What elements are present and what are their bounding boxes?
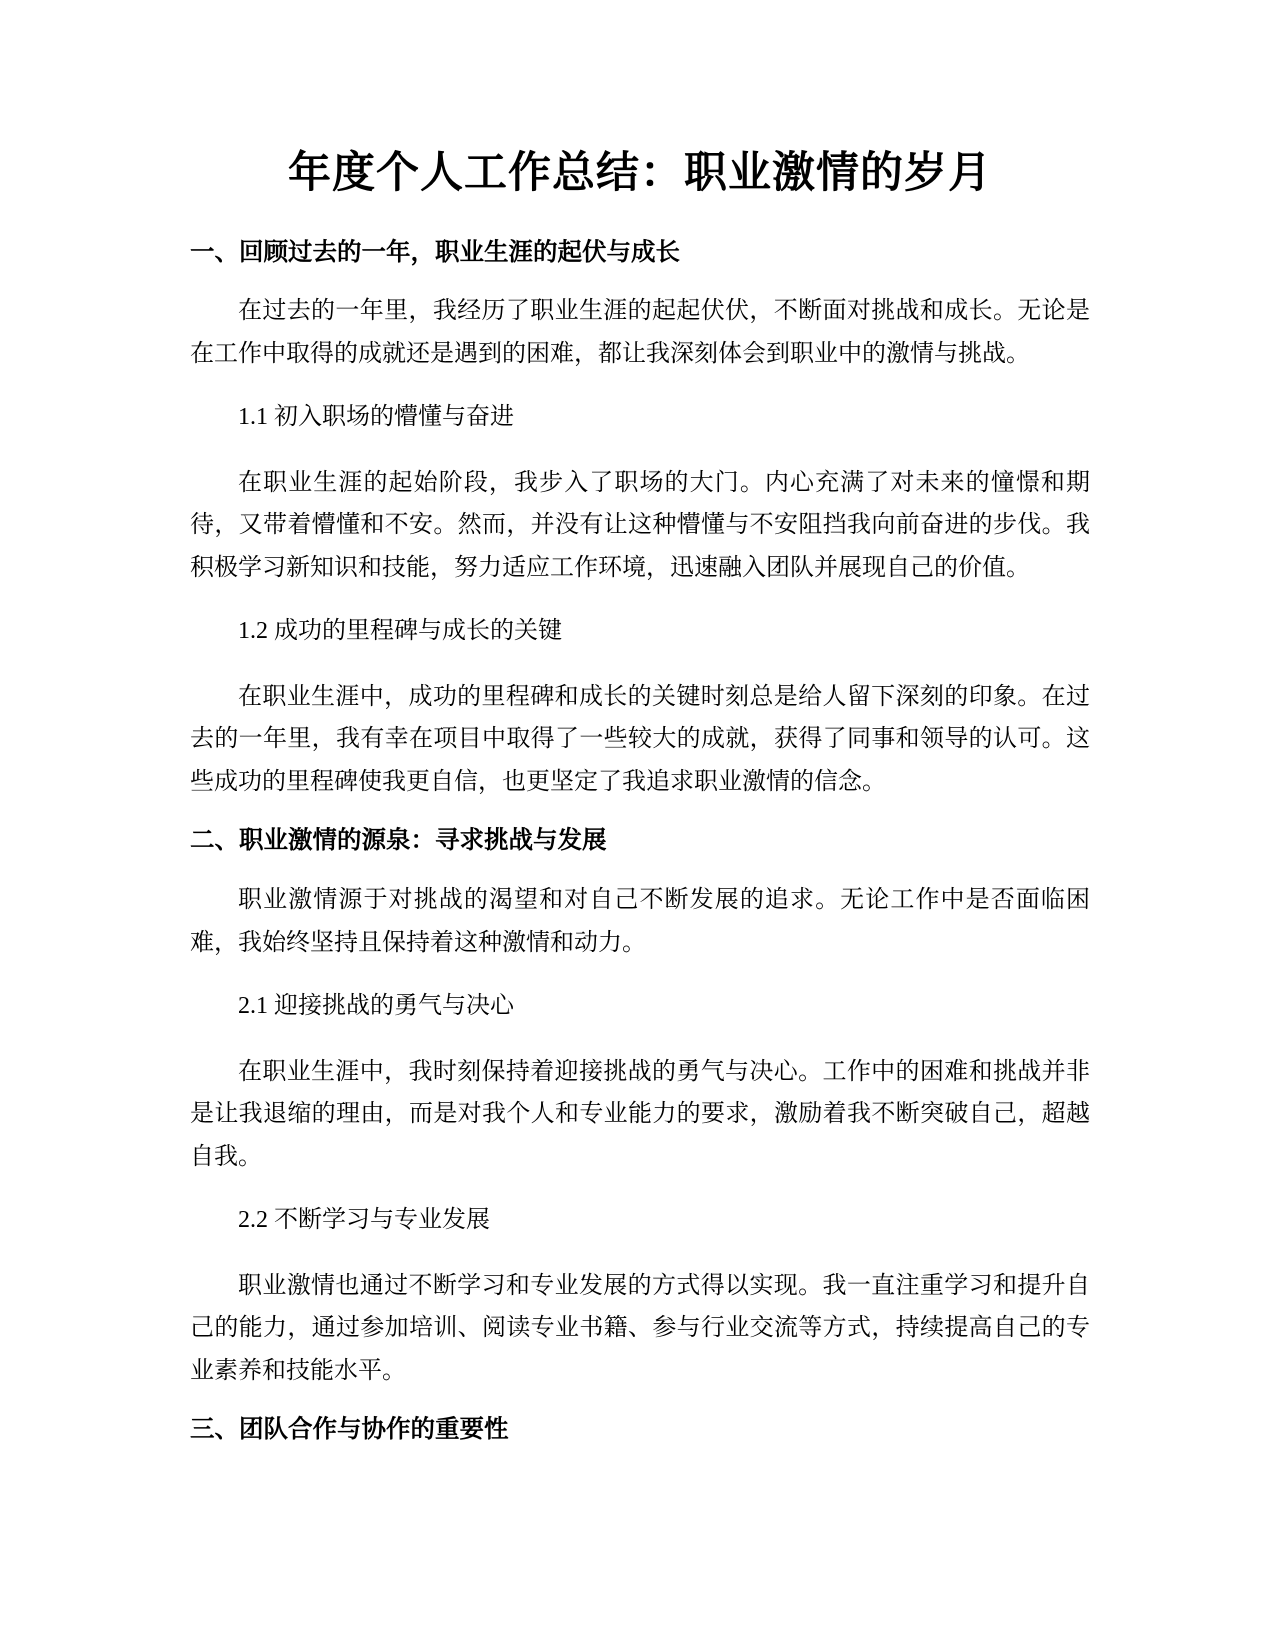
subsection-heading-2-1: 2.1 迎接挑战的勇气与决心	[238, 993, 514, 1020]
section-heading-2: 二、职业激情的源泉：寻求挑战与发展	[190, 825, 607, 855]
subsection-heading-1-1: 1.1 初入职场的懵懂与奋进	[238, 404, 514, 431]
section-heading-1: 一、回顾过去的一年，职业生涯的起伏与成长	[190, 236, 680, 266]
document-title: 年度个人工作总结：职业激情的岁月	[288, 148, 992, 198]
section-intro-2: 职业激情源于对挑战的渴望和对自己不断发展的追求。无论工作中是否面临困难，我始终坚持且保持着这种激情和动力。	[190, 885, 1090, 956]
subsection-heading-2-2: 2.2 不断学习与专业发展	[238, 1207, 490, 1234]
section-intro-1: 在过去的一年里，我经历了职业生涯的起起伏伏，不断面对挑战和成长。无论是在工作中取得的成就还是遇到的困难，都让我深刻体会到职业中的激情与挑战。	[190, 296, 1090, 367]
subsection-body-1-2: 在职业生涯中，成功的里程碑和成长的关键时刻总是给人留下深刻的印象。在过去的一年里，我有幸在项目中取得了一些较大的成就，获得了同事和领导的认可。这些成功的里程碑使我更自信，也更坚定了我追求职业激情的信念。	[190, 681, 1090, 795]
subsection-body-2-1: 在职业生涯中，我时刻保持着迎接挑战的勇气与决心。工作中的困难和挑战并非是让我退缩的理由，而是对我个人和专业能力的要求，激励着我不断突破自己，超越自我。	[190, 1056, 1090, 1170]
document-content	[190, 148, 1090, 1467]
subsection-heading-1-2: 1.2 成功的里程碑与成长的关键	[238, 618, 562, 645]
subsection-body-2-2: 职业激情也通过不断学习和专业发展的方式得以实现。我一直注重学习和提升自己的能力，通过参加培训、阅读专业书籍、参与行业交流等方式，持续提高自己的专业素养和技能水平。	[190, 1270, 1090, 1384]
section-heading-3: 三、团队合作与协作的重要性	[190, 1414, 509, 1444]
subsection-body-1-1: 在职业生涯的起始阶段，我步入了职场的大门。内心充满了对未来的憧憬和期待，又带着懵懂和不安。然而，并没有让这种懵懂与不安阻挡我向前奋进的步伐。我积极学习新知识和技能，努力适应工作环境，迅速融入团队并展现自己的价值。	[190, 467, 1090, 581]
